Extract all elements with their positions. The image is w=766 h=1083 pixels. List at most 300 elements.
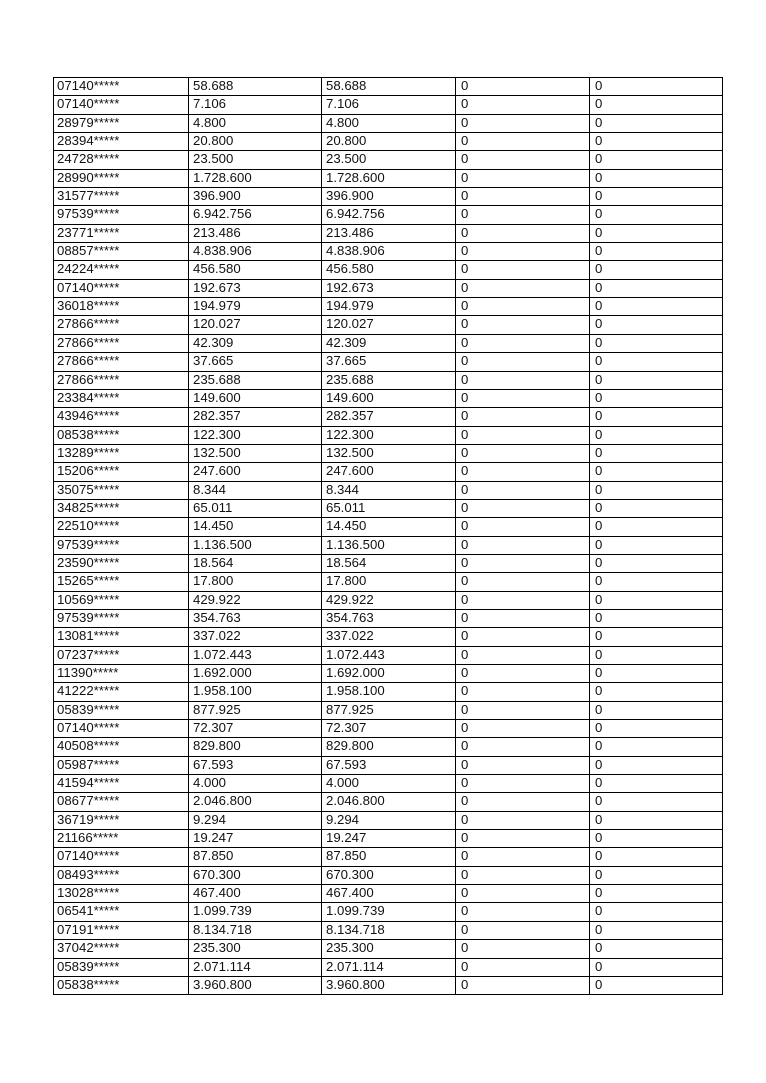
data-table [53,77,723,995]
zero-value-cell-2: 0 [590,793,723,811]
zero-value-cell: 0 [456,536,590,554]
zero-value-cell: 0 [456,408,590,426]
zero-value-cell-2: 0 [590,756,723,774]
masked-id-cell: 36018***** [54,298,189,316]
zero-value-cell: 0 [456,316,590,334]
zero-value-cell: 0 [456,133,590,151]
amount-cell: 17.800 [189,573,322,591]
zero-value-cell: 0 [456,591,590,609]
amount-cell: 4.800 [189,114,322,132]
table-row [54,720,723,738]
masked-id-cell: 15265***** [54,573,189,591]
amount-cell: 337.022 [189,628,322,646]
masked-id-cell: 34825***** [54,499,189,517]
zero-value-cell-2: 0 [590,720,723,738]
masked-id-cell: 06541***** [54,903,189,921]
masked-id-cell: 10569***** [54,591,189,609]
masked-id-cell: 23590***** [54,554,189,572]
zero-value-cell-2: 0 [590,665,723,683]
table-row [54,353,723,371]
amount-repeat-cell: 9.294 [322,811,456,829]
masked-id-cell: 08538***** [54,426,189,444]
masked-id-cell: 27866***** [54,316,189,334]
amount-cell: 877.925 [189,701,322,719]
zero-value-cell: 0 [456,243,590,261]
amount-repeat-cell: 1.958.100 [322,683,456,701]
zero-value-cell: 0 [456,958,590,976]
amount-cell: 132.500 [189,444,322,462]
masked-id-cell: 28990***** [54,169,189,187]
table-row [54,169,723,187]
amount-cell: 396.900 [189,188,322,206]
zero-value-cell: 0 [456,793,590,811]
zero-value-cell: 0 [456,298,590,316]
amount-repeat-cell: 7.106 [322,96,456,114]
zero-value-cell: 0 [456,921,590,939]
zero-value-cell-2: 0 [590,499,723,517]
zero-value-cell-2: 0 [590,316,723,334]
table-row [54,78,723,96]
zero-value-cell-2: 0 [590,811,723,829]
masked-id-cell: 41594***** [54,775,189,793]
zero-value-cell: 0 [456,96,590,114]
amount-repeat-cell: 87.850 [322,848,456,866]
zero-value-cell: 0 [456,903,590,921]
zero-value-cell: 0 [456,463,590,481]
amount-cell: 42.309 [189,334,322,352]
amount-repeat-cell: 2.046.800 [322,793,456,811]
amount-cell: 7.106 [189,96,322,114]
zero-value-cell: 0 [456,665,590,683]
amount-cell: 1.692.000 [189,665,322,683]
amount-cell: 58.688 [189,78,322,96]
zero-value-cell: 0 [456,114,590,132]
amount-repeat-cell: 132.500 [322,444,456,462]
masked-id-cell: 23771***** [54,224,189,242]
amount-repeat-cell: 120.027 [322,316,456,334]
zero-value-cell-2: 0 [590,591,723,609]
amount-cell: 6.942.756 [189,206,322,224]
amount-repeat-cell: 1.072.443 [322,646,456,664]
amount-repeat-cell: 17.800 [322,573,456,591]
table-row [54,958,723,976]
zero-value-cell-2: 0 [590,444,723,462]
masked-id-cell: 08857***** [54,243,189,261]
zero-value-cell: 0 [456,830,590,848]
amount-cell: 8.344 [189,481,322,499]
amount-cell: 149.600 [189,389,322,407]
zero-value-cell-2: 0 [590,389,723,407]
masked-id-cell: 21166***** [54,830,189,848]
zero-value-cell-2: 0 [590,334,723,352]
table-row [54,444,723,462]
zero-value-cell-2: 0 [590,481,723,499]
amount-cell: 194.979 [189,298,322,316]
zero-value-cell-2: 0 [590,866,723,884]
table-row [54,793,723,811]
table-row [54,151,723,169]
amount-repeat-cell: 18.564 [322,554,456,572]
amount-repeat-cell: 4.000 [322,775,456,793]
zero-value-cell-2: 0 [590,921,723,939]
table-row [54,903,723,921]
amount-repeat-cell: 396.900 [322,188,456,206]
zero-value-cell: 0 [456,628,590,646]
zero-value-cell-2: 0 [590,279,723,297]
zero-value-cell: 0 [456,206,590,224]
zero-value-cell: 0 [456,78,590,96]
masked-id-cell: 05839***** [54,958,189,976]
amount-repeat-cell: 456.580 [322,261,456,279]
zero-value-cell-2: 0 [590,738,723,756]
zero-value-cell: 0 [456,389,590,407]
zero-value-cell-2: 0 [590,151,723,169]
amount-repeat-cell: 877.925 [322,701,456,719]
amount-cell: 429.922 [189,591,322,609]
masked-id-cell: 07140***** [54,848,189,866]
zero-value-cell-2: 0 [590,775,723,793]
masked-id-cell: 43946***** [54,408,189,426]
zero-value-cell-2: 0 [590,830,723,848]
zero-value-cell-2: 0 [590,463,723,481]
masked-id-cell: 13289***** [54,444,189,462]
zero-value-cell-2: 0 [590,298,723,316]
amount-repeat-cell: 1.099.739 [322,903,456,921]
table-row [54,628,723,646]
amount-cell: 213.486 [189,224,322,242]
masked-id-cell: 27866***** [54,334,189,352]
amount-cell: 192.673 [189,279,322,297]
zero-value-cell-2: 0 [590,609,723,627]
zero-value-cell: 0 [456,371,590,389]
table-row [54,665,723,683]
table-row [54,848,723,866]
zero-value-cell: 0 [456,701,590,719]
masked-id-cell: 05839***** [54,701,189,719]
amount-repeat-cell: 58.688 [322,78,456,96]
amount-repeat-cell: 2.071.114 [322,958,456,976]
zero-value-cell-2: 0 [590,940,723,958]
zero-value-cell-2: 0 [590,554,723,572]
amount-repeat-cell: 3.960.800 [322,976,456,994]
masked-id-cell: 41222***** [54,683,189,701]
amount-cell: 235.688 [189,371,322,389]
zero-value-cell-2: 0 [590,243,723,261]
zero-value-cell: 0 [456,279,590,297]
amount-cell: 829.800 [189,738,322,756]
table-row [54,976,723,994]
zero-value-cell-2: 0 [590,536,723,554]
zero-value-cell-2: 0 [590,848,723,866]
amount-repeat-cell: 194.979 [322,298,456,316]
amount-repeat-cell: 429.922 [322,591,456,609]
masked-id-cell: 07191***** [54,921,189,939]
zero-value-cell-2: 0 [590,169,723,187]
zero-value-cell: 0 [456,518,590,536]
amount-repeat-cell: 19.247 [322,830,456,848]
amount-repeat-cell: 8.134.718 [322,921,456,939]
table-row [54,683,723,701]
zero-value-cell-2: 0 [590,885,723,903]
table-row [54,921,723,939]
amount-cell: 456.580 [189,261,322,279]
zero-value-cell-2: 0 [590,426,723,444]
zero-value-cell: 0 [456,976,590,994]
table-row [54,481,723,499]
zero-value-cell: 0 [456,609,590,627]
zero-value-cell: 0 [456,885,590,903]
zero-value-cell: 0 [456,775,590,793]
zero-value-cell-2: 0 [590,261,723,279]
zero-value-cell-2: 0 [590,903,723,921]
table-row [54,316,723,334]
zero-value-cell-2: 0 [590,701,723,719]
amount-repeat-cell: 1.136.500 [322,536,456,554]
masked-id-cell: 24728***** [54,151,189,169]
amount-repeat-cell: 6.942.756 [322,206,456,224]
zero-value-cell: 0 [456,573,590,591]
zero-value-cell-2: 0 [590,408,723,426]
masked-id-cell: 40508***** [54,738,189,756]
table-row [54,279,723,297]
amount-cell: 1.958.100 [189,683,322,701]
table-row [54,738,723,756]
table-row [54,573,723,591]
zero-value-cell-2: 0 [590,133,723,151]
masked-id-cell: 13028***** [54,885,189,903]
amount-cell: 235.300 [189,940,322,958]
table-row [54,426,723,444]
amount-cell: 2.071.114 [189,958,322,976]
amount-repeat-cell: 337.022 [322,628,456,646]
zero-value-cell-2: 0 [590,224,723,242]
zero-value-cell: 0 [456,683,590,701]
table-row [54,591,723,609]
zero-value-cell-2: 0 [590,206,723,224]
zero-value-cell-2: 0 [590,371,723,389]
zero-value-cell: 0 [456,444,590,462]
zero-value-cell-2: 0 [590,188,723,206]
amount-repeat-cell: 122.300 [322,426,456,444]
amount-repeat-cell: 4.838.906 [322,243,456,261]
amount-repeat-cell: 1.728.600 [322,169,456,187]
masked-id-cell: 15206***** [54,463,189,481]
table-row [54,224,723,242]
masked-id-cell: 97539***** [54,609,189,627]
amount-cell: 467.400 [189,885,322,903]
masked-id-cell: 07140***** [54,78,189,96]
zero-value-cell: 0 [456,866,590,884]
zero-value-cell: 0 [456,499,590,517]
amount-cell: 2.046.800 [189,793,322,811]
zero-value-cell: 0 [456,646,590,664]
amount-repeat-cell: 42.309 [322,334,456,352]
zero-value-cell-2: 0 [590,683,723,701]
masked-id-cell: 13081***** [54,628,189,646]
zero-value-cell: 0 [456,261,590,279]
masked-id-cell: 23384***** [54,389,189,407]
table-row [54,334,723,352]
zero-value-cell: 0 [456,738,590,756]
amount-repeat-cell: 20.800 [322,133,456,151]
table-row [54,940,723,958]
amount-repeat-cell: 8.344 [322,481,456,499]
amount-repeat-cell: 14.450 [322,518,456,536]
zero-value-cell: 0 [456,554,590,572]
masked-id-cell: 24224***** [54,261,189,279]
table-row [54,885,723,903]
amount-cell: 670.300 [189,866,322,884]
table-row [54,499,723,517]
amount-cell: 67.593 [189,756,322,774]
amount-cell: 87.850 [189,848,322,866]
amount-cell: 9.294 [189,811,322,829]
amount-repeat-cell: 23.500 [322,151,456,169]
zero-value-cell-2: 0 [590,958,723,976]
zero-value-cell: 0 [456,334,590,352]
masked-id-cell: 07140***** [54,279,189,297]
table-row [54,206,723,224]
masked-id-cell: 31577***** [54,188,189,206]
zero-value-cell: 0 [456,224,590,242]
table-row [54,114,723,132]
zero-value-cell: 0 [456,353,590,371]
zero-value-cell: 0 [456,940,590,958]
table-row [54,811,723,829]
amount-repeat-cell: 4.800 [322,114,456,132]
amount-cell: 4.838.906 [189,243,322,261]
masked-id-cell: 35075***** [54,481,189,499]
amount-cell: 65.011 [189,499,322,517]
amount-repeat-cell: 65.011 [322,499,456,517]
amount-cell: 23.500 [189,151,322,169]
table-row [54,243,723,261]
zero-value-cell-2: 0 [590,976,723,994]
table-row [54,775,723,793]
amount-cell: 1.099.739 [189,903,322,921]
masked-id-cell: 05838***** [54,976,189,994]
amount-cell: 1.072.443 [189,646,322,664]
amount-repeat-cell: 192.673 [322,279,456,297]
table-row [54,389,723,407]
masked-id-cell: 07140***** [54,96,189,114]
table-row [54,518,723,536]
masked-id-cell: 11390***** [54,665,189,683]
amount-cell: 8.134.718 [189,921,322,939]
amount-cell: 19.247 [189,830,322,848]
zero-value-cell-2: 0 [590,96,723,114]
amount-repeat-cell: 37.665 [322,353,456,371]
amount-repeat-cell: 247.600 [322,463,456,481]
table-row [54,609,723,627]
zero-value-cell: 0 [456,426,590,444]
amount-repeat-cell: 829.800 [322,738,456,756]
amount-cell: 247.600 [189,463,322,481]
zero-value-cell: 0 [456,811,590,829]
zero-value-cell-2: 0 [590,78,723,96]
masked-id-cell: 37042***** [54,940,189,958]
amount-cell: 37.665 [189,353,322,371]
table-row [54,756,723,774]
zero-value-cell-2: 0 [590,573,723,591]
masked-id-cell: 27866***** [54,353,189,371]
table-body [54,78,723,995]
amount-repeat-cell: 282.357 [322,408,456,426]
zero-value-cell-2: 0 [590,353,723,371]
amount-cell: 120.027 [189,316,322,334]
amount-repeat-cell: 213.486 [322,224,456,242]
masked-id-cell: 97539***** [54,206,189,224]
amount-cell: 354.763 [189,609,322,627]
masked-id-cell: 07140***** [54,720,189,738]
amount-cell: 1.728.600 [189,169,322,187]
amount-repeat-cell: 1.692.000 [322,665,456,683]
table-row [54,536,723,554]
masked-id-cell: 97539***** [54,536,189,554]
amount-repeat-cell: 72.307 [322,720,456,738]
masked-id-cell: 08493***** [54,866,189,884]
table-row [54,133,723,151]
masked-id-cell: 07237***** [54,646,189,664]
masked-id-cell: 27866***** [54,371,189,389]
amount-repeat-cell: 670.300 [322,866,456,884]
table-row [54,188,723,206]
zero-value-cell: 0 [456,756,590,774]
table-row [54,866,723,884]
masked-id-cell: 28394***** [54,133,189,151]
table-row [54,371,723,389]
amount-cell: 20.800 [189,133,322,151]
zero-value-cell: 0 [456,169,590,187]
masked-id-cell: 05987***** [54,756,189,774]
table-row [54,701,723,719]
amount-repeat-cell: 235.688 [322,371,456,389]
masked-id-cell: 08677***** [54,793,189,811]
amount-cell: 282.357 [189,408,322,426]
table-row [54,96,723,114]
zero-value-cell-2: 0 [590,646,723,664]
amount-repeat-cell: 467.400 [322,885,456,903]
amount-repeat-cell: 149.600 [322,389,456,407]
amount-cell: 14.450 [189,518,322,536]
amount-cell: 18.564 [189,554,322,572]
amount-repeat-cell: 235.300 [322,940,456,958]
table-row [54,408,723,426]
amount-cell: 72.307 [189,720,322,738]
zero-value-cell-2: 0 [590,628,723,646]
table-row [54,830,723,848]
table-row [54,646,723,664]
amount-cell: 4.000 [189,775,322,793]
zero-value-cell: 0 [456,151,590,169]
amount-repeat-cell: 67.593 [322,756,456,774]
table-row [54,261,723,279]
table-row [54,554,723,572]
amount-repeat-cell: 354.763 [322,609,456,627]
zero-value-cell: 0 [456,188,590,206]
masked-id-cell: 28979***** [54,114,189,132]
table-row [54,463,723,481]
table-row [54,298,723,316]
amount-cell: 3.960.800 [189,976,322,994]
zero-value-cell: 0 [456,848,590,866]
zero-value-cell: 0 [456,720,590,738]
masked-id-cell: 22510***** [54,518,189,536]
zero-value-cell-2: 0 [590,518,723,536]
amount-cell: 122.300 [189,426,322,444]
amount-cell: 1.136.500 [189,536,322,554]
masked-id-cell: 36719***** [54,811,189,829]
